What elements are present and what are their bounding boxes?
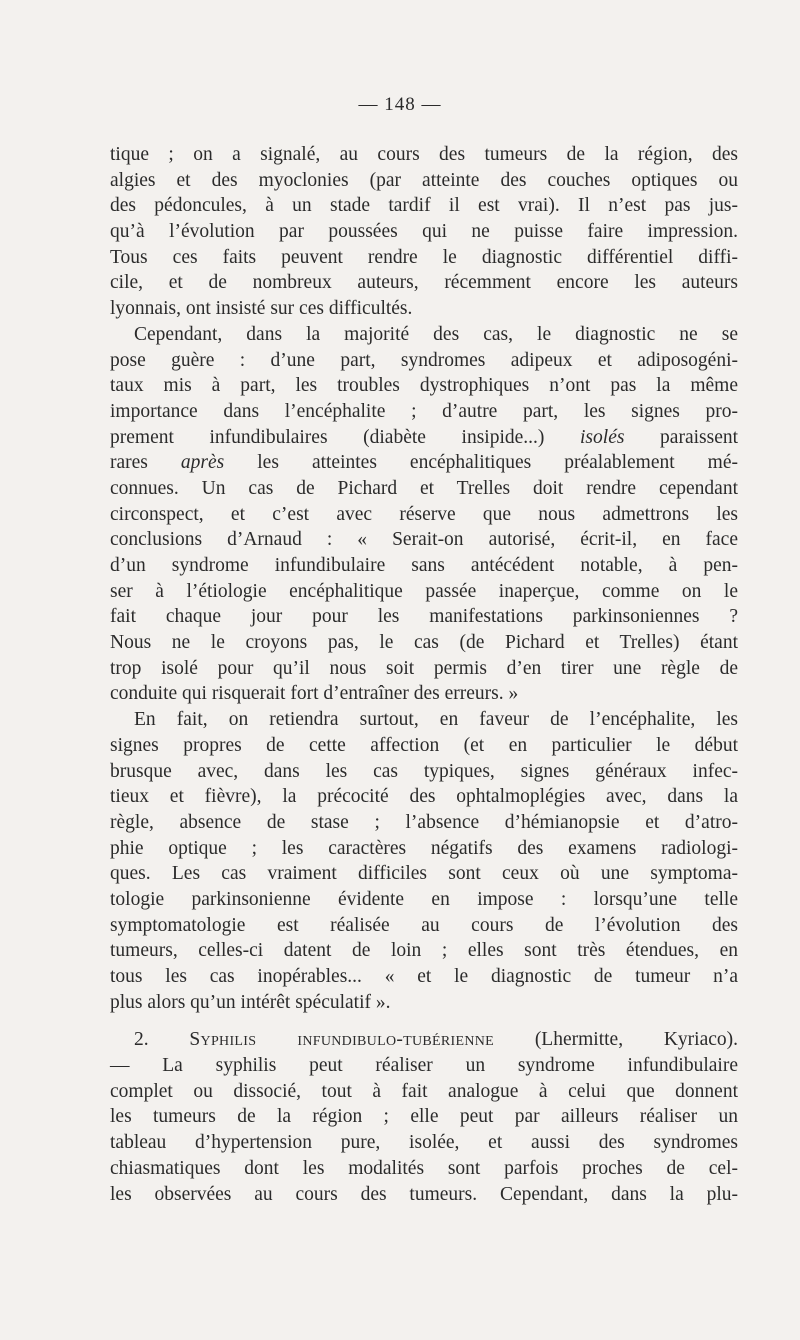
text-segment: les atteintes encéphalitiques préalablement mé- (257, 452, 738, 474)
page-number: — 148 — (358, 94, 442, 115)
paragraph-3 (110, 707, 738, 1015)
text-line: brusque avec, dans les cas typiques, signes généraux infec- (110, 760, 738, 782)
text-line: signes propres de cette affection (et en particulier le début (110, 734, 738, 756)
paragraph-1 (110, 142, 738, 322)
text-line: trop isolé pour qu’il nous soit permis d’en tirer une règle de (110, 657, 738, 679)
text-line: règle, absence de stase ; l’absence d’hémianopsie et d’atro- (110, 811, 738, 833)
text-line: conduite qui risquerait fort d’entraîner des erreurs. » (110, 683, 519, 705)
text-line: pose guère : d’une part, syndromes adipeux et adiposogéni- (110, 349, 738, 371)
text-line: qu’à l’évolution par poussées qui ne puisse faire impression. (110, 221, 738, 243)
text-line: tologie parkinsonienne évidente en impose : lorsqu’une telle (110, 888, 738, 910)
text-line: ser à l’étiologie encéphalitique passée inaperçue, comme on le (110, 580, 738, 602)
text-line: tous les cas inopérables... « et le diagnostic de tumeur n’a (110, 966, 738, 987)
text-line: conclusions d’Arnaud : « Serait-on autorisé, écrit-il, en face (110, 529, 738, 551)
text-segment: paraissent (660, 426, 739, 448)
text-line: taux mis à part, les troubles dystrophiques n’ont pas la même (110, 375, 738, 397)
text-line: d’un syndrome infundibulaire sans antécédent notable, à pen- (110, 555, 738, 576)
text-line: Nous ne le croyons pas, le cas (de Pichard et Trelles) étant (110, 632, 738, 654)
section-authors: (Lhermitte, Kyriaco). (534, 1029, 739, 1051)
text-line: Tous ces faits peuvent rendre le diagnostic différentiel diffi- (110, 246, 738, 268)
text-line: algies et des myoclonies (par atteinte des couches optiques ou (110, 169, 738, 191)
text-line: des pédoncules, à un stade tardif il est vrai). Il n’est pas jus- (110, 195, 738, 217)
text-line: circonspect, et c’est avec réserve que nous admettrons les (110, 503, 738, 525)
text-line: tumeurs, celles-ci datent de loin ; elles sont très étendues, en (110, 940, 738, 962)
text-line: complet ou dissocié, tout à fait analogue à celui que donnent (110, 1080, 738, 1102)
text-line: les observées au cours des tumeurs. Cependant, dans la plu- (110, 1183, 738, 1205)
text-line: tableau d’hypertension pure, isolée, et aussi des syndromes (110, 1132, 738, 1154)
text-line: chiasmatiques dont les modalités sont parfois proches de cel- (110, 1157, 738, 1179)
text-line: importance dans l’encéphalite ; d’autre part, les signes pro- (110, 400, 738, 422)
italic-word: après (180, 452, 225, 474)
text-line: cile, et de nombreux auteurs, récemment encore les auteurs (110, 272, 738, 294)
body-text (110, 142, 738, 1207)
section-heading-line (110, 1027, 738, 1053)
text-segment: rares (110, 452, 148, 474)
text-line: ques. Les cas vraiment difficiles sont ceux où une symptoma- (110, 863, 738, 885)
text-line: plus alors qu’un intérêt spéculatif ». (110, 991, 391, 1013)
text-line: tique ; on a signalé, au cours des tumeurs de la région, des (110, 144, 738, 165)
text-line: tieux et fièvre), la précocité des ophtalmoplégies avec, dans la (110, 786, 738, 808)
text-line: Cependant, dans la majorité des cas, le diagnostic ne se (134, 323, 738, 345)
text-line: — La syphilis peut réaliser un syndrome infundibulaire (110, 1055, 738, 1077)
italic-word: isolés (580, 426, 625, 448)
text-line (110, 450, 738, 476)
text-line (110, 425, 738, 451)
text-line: lyonnais, ont insisté sur ces difficultés. (110, 298, 413, 320)
paragraph-2 (110, 322, 738, 707)
paragraph-4 (110, 1027, 738, 1207)
text-line: En fait, on retiendra surtout, en faveur de l’encéphalite, les (134, 709, 738, 731)
text-line: connues. Un cas de Pichard et Trelles doit rendre cependant (110, 477, 738, 499)
section-title: Syphilis infundibulo-tubérienne (189, 1029, 495, 1051)
text-line: phie optique ; les caractères négatifs des examens radiologi- (110, 837, 738, 859)
text-line: fait chaque jour pour les manifestations parkinsoniennes ? (110, 606, 738, 628)
section-number: 2. (134, 1029, 149, 1051)
text-segment: prement infundibulaires (diabète insipide...) (110, 426, 545, 448)
text-line: les tumeurs de la région ; elle peut par ailleurs réaliser un (110, 1106, 738, 1128)
text-line: symptomatologie est réalisée au cours de l’évolution des (110, 914, 738, 936)
